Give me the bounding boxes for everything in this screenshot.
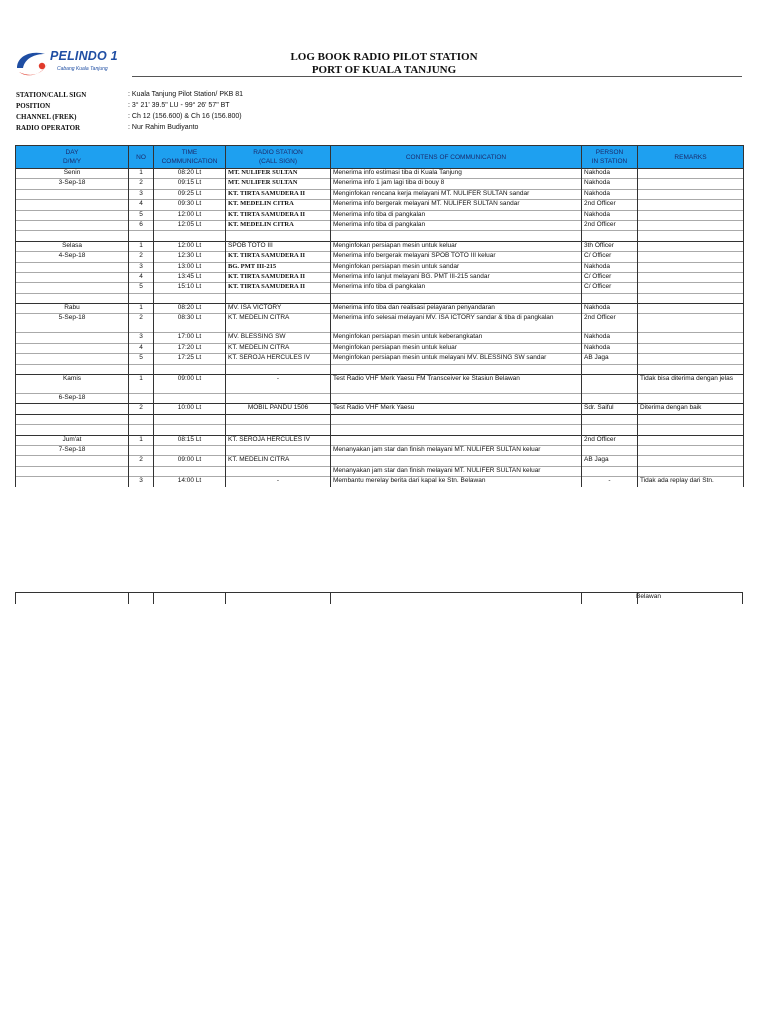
cell-station	[226, 466, 331, 476]
cell-remarks	[638, 343, 744, 353]
cell-day	[16, 189, 129, 199]
cell-person: 2nd Officer	[582, 220, 638, 230]
fragment-top-border	[15, 592, 743, 593]
cell-station: KT. MEDELIN CITRA	[226, 343, 331, 353]
cell-person	[582, 414, 638, 424]
cell-content	[331, 414, 582, 424]
cell-day: Jum'at	[16, 435, 129, 445]
cell-person: AB Jaga	[582, 456, 638, 466]
table-row	[16, 364, 744, 374]
cell-time: 12:05 Lt	[154, 220, 226, 230]
cell-remarks	[638, 189, 744, 199]
cell-day	[16, 425, 129, 435]
table-header-row	[16, 146, 744, 169]
cell-content: Menanyakan jam star dan finish melayani MT. NULIFER SULTAN keluar	[331, 466, 582, 476]
cell-remarks	[638, 200, 744, 210]
table-row	[16, 210, 744, 220]
cell-station	[226, 364, 331, 374]
cell-content: Membantu merelay berita dari kapal ke Stn. Belawan	[331, 477, 582, 487]
table-row	[16, 241, 744, 251]
table-row	[16, 283, 744, 293]
table-fragment	[15, 592, 743, 604]
logo-tagline: Cabang Kuala Tanjung	[57, 66, 108, 72]
cell-day	[16, 354, 129, 364]
table-row	[16, 414, 744, 424]
table-row	[16, 375, 744, 394]
cell-station: MOBIL PANDU 1506	[226, 404, 331, 414]
cell-time	[154, 445, 226, 455]
cell-station	[226, 231, 331, 241]
cell-person: 2nd Officer	[582, 435, 638, 445]
cell-person	[582, 425, 638, 435]
cell-day: 5-Sep-18	[16, 314, 129, 333]
cell-no: 4	[129, 272, 154, 282]
cell-no: 3	[129, 262, 154, 272]
cell-remarks	[638, 283, 744, 293]
logo-brand-text: PELINDO 1	[50, 49, 118, 63]
cell-content	[331, 435, 582, 445]
cell-day	[16, 272, 129, 282]
cell-time: 12:00 Lt	[154, 210, 226, 220]
cell-person: Nakhoda	[582, 262, 638, 272]
cell-time: 08:20 Lt	[154, 169, 226, 179]
cell-person: C/ Officer	[582, 252, 638, 262]
cell-remarks	[638, 414, 744, 424]
cell-person: Nakhoda	[582, 210, 638, 220]
cell-time: 09:15 Lt	[154, 179, 226, 189]
title-underline	[132, 76, 742, 77]
cell-day	[16, 200, 129, 210]
cell-station: SPOB TOTO III	[226, 241, 331, 251]
cell-day: 7-Sep-18	[16, 445, 129, 455]
cell-station: KT. MEDELIN CITRA	[226, 220, 331, 230]
cell-remarks	[638, 435, 744, 445]
cell-person: Nakhoda	[582, 179, 638, 189]
cell-remarks	[638, 445, 744, 455]
cell-station: KT. TIRTA SAMUDERA II	[226, 283, 331, 293]
cell-station: KT. TIRTA SAMUDERA II	[226, 189, 331, 199]
info-value: : Kuala Tanjung Pilot Station/ PKB 81	[128, 91, 244, 98]
cell-station: MT. NULIFER SULTAN	[226, 179, 331, 189]
remarks-spill-text: Belawan	[636, 593, 661, 600]
table-row	[16, 272, 744, 282]
header-day: DAY D/M/Y	[16, 146, 129, 169]
cell-no: 3	[129, 189, 154, 199]
cell-time: 12:30 Lt	[154, 252, 226, 262]
cell-day	[16, 262, 129, 272]
cell-no: 2	[129, 314, 154, 333]
cell-station: KT. SEROJA HERCULES IV	[226, 354, 331, 364]
cell-no: 3	[129, 477, 154, 487]
cell-content: Menerima info estimasi tiba di Kuala Tanjung	[331, 169, 582, 179]
cell-person: Nakhoda	[582, 304, 638, 314]
table-row	[16, 394, 744, 404]
cell-no	[129, 293, 154, 303]
cell-no: 2	[129, 404, 154, 414]
cell-content: Menginfokan persiapan mesin untuk keluar	[331, 343, 582, 353]
cell-day	[16, 210, 129, 220]
cell-day: Rabu	[16, 304, 129, 314]
header-remarks: REMARKS	[638, 146, 744, 169]
cell-no: 1	[129, 304, 154, 314]
cell-person: -	[582, 477, 638, 487]
cell-time: 17:25 Lt	[154, 354, 226, 364]
cell-day	[16, 466, 129, 476]
table-row	[16, 445, 744, 455]
cell-content	[331, 394, 582, 404]
table-row	[16, 220, 744, 230]
cell-person: 2nd Officer	[582, 314, 638, 333]
cell-station	[226, 414, 331, 424]
cell-remarks	[638, 354, 744, 364]
cell-person: Nakhoda	[582, 189, 638, 199]
cell-remarks	[638, 220, 744, 230]
cell-remarks	[638, 210, 744, 220]
cell-time: 09:30 Lt	[154, 200, 226, 210]
cell-station: KT. SEROJA HERCULES IV	[226, 435, 331, 445]
cell-content: Menerima info tiba dan realisasi pelayaran penyandaran	[331, 304, 582, 314]
cell-remarks	[638, 456, 744, 466]
table-row	[16, 404, 744, 414]
info-label: STATION/CALL SIGN	[16, 91, 87, 99]
cell-station: -	[226, 477, 331, 487]
cell-remarks	[638, 466, 744, 476]
cell-time: 08:30 Lt	[154, 314, 226, 333]
table-row	[16, 435, 744, 445]
cell-station: KT. MEDELIN CITRA	[226, 200, 331, 210]
table-row	[16, 169, 744, 179]
cell-person	[582, 466, 638, 476]
cell-content: Menerima info tiba di pangkalan	[331, 220, 582, 230]
header-content: CONTENS OF COMMUNICATION	[331, 146, 582, 169]
cell-no: 6	[129, 220, 154, 230]
cell-time: 13:45 Lt	[154, 272, 226, 282]
cell-time: 17:00 Lt	[154, 333, 226, 343]
cell-no: 4	[129, 343, 154, 353]
cell-time: 09:00 Lt	[154, 456, 226, 466]
cell-person	[582, 375, 638, 394]
table-row	[16, 262, 744, 272]
cell-content: Menerima info lanjut melayani BG. PMT III-215 sandar	[331, 272, 582, 282]
info-label: CHANNEL (FREK)	[16, 113, 77, 121]
table-row	[16, 354, 744, 364]
cell-content	[331, 231, 582, 241]
cell-person	[582, 445, 638, 455]
cell-day	[16, 456, 129, 466]
cell-person: Nakhoda	[582, 343, 638, 353]
cell-remarks	[638, 241, 744, 251]
cell-no	[129, 231, 154, 241]
table-row	[16, 189, 744, 199]
log-table	[15, 145, 744, 487]
cell-no: 2	[129, 252, 154, 262]
cell-content: Menerima info selesai melayani MV. ISA ICTORY sandar & tiba di pangkalan	[331, 314, 582, 333]
cell-no: 5	[129, 283, 154, 293]
cell-person: Sdr. Saiful	[582, 404, 638, 414]
cell-station: KT. TIRTA SAMUDERA II	[226, 252, 331, 262]
cell-day	[16, 283, 129, 293]
cell-station	[226, 425, 331, 435]
cell-remarks	[638, 425, 744, 435]
cell-station: KT. TIRTA SAMUDERA II	[226, 210, 331, 220]
table-row	[16, 333, 744, 343]
cell-person	[582, 231, 638, 241]
cell-day: Senin	[16, 169, 129, 179]
cell-no: 1	[129, 169, 154, 179]
cell-day	[16, 414, 129, 424]
cell-time	[154, 466, 226, 476]
cell-day: Kamis	[16, 375, 129, 394]
cell-no: 2	[129, 456, 154, 466]
cell-time	[154, 231, 226, 241]
cell-no: 3	[129, 333, 154, 343]
cell-station: MV. ISA VICTORY	[226, 304, 331, 314]
cell-person	[582, 364, 638, 374]
header-station: RADIO STATION (CALL SIGN)	[226, 146, 331, 169]
cell-no: 5	[129, 210, 154, 220]
table-row	[16, 425, 744, 435]
cell-remarks	[638, 314, 744, 333]
cell-person	[582, 293, 638, 303]
table-row	[16, 252, 744, 262]
cell-remarks	[638, 169, 744, 179]
cell-station: MV. BLESSING SW	[226, 333, 331, 343]
cell-day	[16, 364, 129, 374]
cell-content: Menerima info tiba di pangkalan	[331, 210, 582, 220]
header-time: TIME COMMUNICATION	[154, 146, 226, 169]
cell-remarks: Diterima dengan baik	[638, 404, 744, 414]
cell-station: KT. TIRTA SAMUDERA II	[226, 272, 331, 282]
cell-no	[129, 364, 154, 374]
table-row	[16, 293, 744, 303]
cell-content	[331, 425, 582, 435]
cell-day: 4-Sep-18	[16, 252, 129, 262]
cell-remarks	[638, 293, 744, 303]
cell-station: KT. MEDELIN CITRA	[226, 314, 331, 333]
cell-remarks	[638, 272, 744, 282]
table-row	[16, 343, 744, 353]
cell-station: MT. NULIFER SULTAN	[226, 169, 331, 179]
cell-content: Menginfokan persiapan mesin untuk sandar	[331, 262, 582, 272]
cell-station: BG. PMT III-215	[226, 262, 331, 272]
cell-time	[154, 425, 226, 435]
table-row	[16, 477, 744, 487]
cell-day	[16, 404, 129, 414]
info-label: RADIO OPERATOR	[16, 124, 81, 132]
cell-person: AB Jaga	[582, 354, 638, 364]
cell-remarks	[638, 333, 744, 343]
cell-no: 5	[129, 354, 154, 364]
cell-remarks	[638, 252, 744, 262]
cell-day	[16, 477, 129, 487]
cell-time: 15:10 Lt	[154, 283, 226, 293]
cell-station: -	[226, 375, 331, 394]
cell-day	[16, 231, 129, 241]
cell-time: 14:00 Lt	[154, 477, 226, 487]
document-subtitle: PORT OF KUALA TANJUNG	[311, 64, 457, 76]
cell-content	[331, 364, 582, 374]
header-person: PERSON IN STATION	[582, 146, 638, 169]
cell-station	[226, 293, 331, 303]
cell-no	[129, 425, 154, 435]
cell-day	[16, 220, 129, 230]
cell-time: 08:20 Lt	[154, 304, 226, 314]
table-row	[16, 456, 744, 466]
cell-day: Selasa	[16, 241, 129, 251]
info-value: : Ch 12 (156.600) & Ch 16 (156.800)	[128, 113, 242, 120]
cell-station	[226, 445, 331, 455]
cell-content: Menginfokan persiapan mesin untuk keluar	[331, 241, 582, 251]
table-row	[16, 466, 744, 476]
cell-content: Test Radio VHF Merk Yaesu	[331, 404, 582, 414]
cell-no: 1	[129, 375, 154, 394]
cell-person: 2nd Officer	[582, 200, 638, 210]
cell-person: Nakhoda	[582, 333, 638, 343]
cell-content: Menginfokan persiapan mesin untuk melayani MV. BLESSING SW sandar	[331, 354, 582, 364]
cell-remarks	[638, 262, 744, 272]
cell-content: Test Radio VHF Merk Yaesu FM Transceiver ke Stasiun Belawan	[331, 375, 582, 394]
cell-content: Menginfokan rencana kerja melayani MT. NULIFER SULTAN sandar	[331, 189, 582, 199]
cell-remarks	[638, 304, 744, 314]
cell-remarks: Tidak ada replay dari Stn.	[638, 477, 744, 487]
cell-time: 12:00 Lt	[154, 241, 226, 251]
table-row	[16, 314, 744, 333]
cell-day: 3-Sep-18	[16, 179, 129, 189]
cell-person: C/ Officer	[582, 283, 638, 293]
cell-time	[154, 293, 226, 303]
cell-content	[331, 293, 582, 303]
cell-person: Nakhoda	[582, 169, 638, 179]
cell-content: Menerima info tiba di pangkalan	[331, 283, 582, 293]
log-body	[16, 169, 744, 487]
cell-time: 09:25 Lt	[154, 189, 226, 199]
cell-time: 17:20 Lt	[154, 343, 226, 353]
cell-no: 1	[129, 435, 154, 445]
cell-person: C/ Officer	[582, 272, 638, 282]
cell-no: 2	[129, 179, 154, 189]
cell-day	[16, 333, 129, 343]
cell-remarks	[638, 364, 744, 374]
cell-content: Menginfokan persiapan mesin untuk keberangkatan	[331, 333, 582, 343]
cell-remarks: Tidak bisa diterima dengan jelas	[638, 375, 744, 394]
cell-content: Menerima info bergerak melayani MT. NULIFER SULTAN sandar	[331, 200, 582, 210]
cell-person: 3th Officer	[582, 241, 638, 251]
cell-no	[129, 445, 154, 455]
cell-time: 08:15 Lt	[154, 435, 226, 445]
cell-content	[331, 456, 582, 466]
cell-no	[129, 414, 154, 424]
cell-no: 4	[129, 200, 154, 210]
cell-remarks	[638, 179, 744, 189]
table-row	[16, 304, 744, 314]
cell-no	[129, 466, 154, 476]
cell-day	[16, 293, 129, 303]
cell-content: Menanyakan jam star dan finish melayani MT. NULIFER SULTAN keluar	[331, 445, 582, 455]
cell-day: 6-Sep-18	[16, 394, 129, 404]
cell-remarks	[638, 231, 744, 241]
cell-time	[154, 364, 226, 374]
cell-station: KT. MEDELIN CITRA	[226, 456, 331, 466]
table-row	[16, 200, 744, 210]
cell-no	[129, 394, 154, 404]
cell-content: Menerima info bergerak melayani SPOB TOTO III keluar	[331, 252, 582, 262]
cell-day	[16, 343, 129, 353]
cell-content: Menerima info 1 jam lagi tiba di bouy 8	[331, 179, 582, 189]
cell-time: 09:00 Lt	[154, 375, 226, 394]
cell-station	[226, 394, 331, 404]
cell-time: 10:00 Lt	[154, 404, 226, 414]
cell-no: 1	[129, 241, 154, 251]
cell-time: 13:00 Lt	[154, 262, 226, 272]
cell-time	[154, 394, 226, 404]
document-title: LOG BOOK RADIO PILOT STATION	[290, 51, 478, 63]
cell-time	[154, 414, 226, 424]
info-value: : 3° 21' 39.5" LU - 99° 26' 57" BT	[128, 102, 230, 109]
info-value: : Nur Rahim Budiyanto	[128, 124, 199, 131]
header-no: NO	[129, 146, 154, 169]
info-label: POSITION	[16, 102, 51, 110]
table-row	[16, 231, 744, 241]
cell-person	[582, 394, 638, 404]
cell-remarks	[638, 394, 744, 404]
table-row	[16, 179, 744, 189]
